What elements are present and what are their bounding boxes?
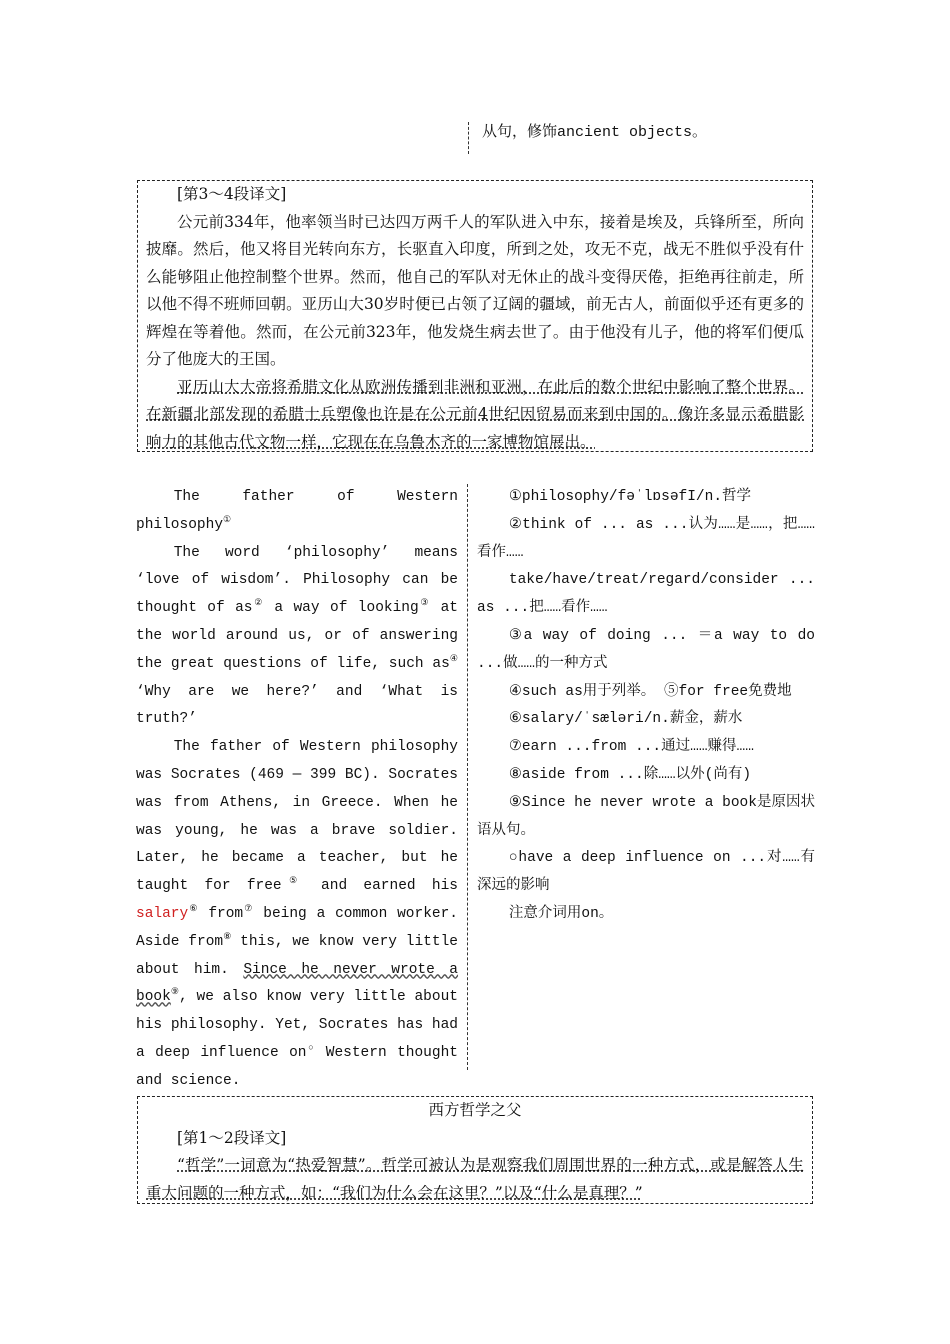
note-item: ①philosophy/fəˈlɒsəfI/n.哲学 (508, 489, 752, 505)
english-text-column (136, 484, 458, 1096)
column-divider (467, 484, 468, 1070)
note-item: ⑨Since he never wrote a book是原因状语从句。 (477, 794, 815, 839)
note-item: 注意介词用on。 (508, 905, 614, 922)
underlined-clause: Since he never wrote a book (136, 961, 459, 1006)
note-item: take/have/treat/regard/consider ... as ...把……看作…… (477, 572, 815, 617)
article-paragraph-1: The word ‘philosophy’ means ‘love of wisdom’. Philosophy can be thought of as② a way of looking③ at the world around us, or of answering the great questions of life, such as④ ‘Why are we here?’ and ‘What is truth?’ (136, 544, 458, 728)
note-item: ⑦earn ...from ...通过……赚得…… (508, 739, 754, 756)
note-item: ③a way of doing ... ＝a way to do ...做……的一种方式 (477, 627, 815, 672)
article-heading: The father of Western philosophy① (136, 489, 458, 533)
translation-paragraph: 亚历山大大帝将希腊文化从欧洲传播到非洲和亚洲，在此后的数个世纪中影响了整个世界。在新疆北部发现的希腊士兵塑像也许是在公元前4世纪因贸易而来到中国的。像许多显示希腊影响力的其他古代文物一样，它现在在乌鲁木齐的一家博物馆展出。 (146, 377, 804, 451)
translation-box-3-4 (137, 180, 813, 452)
translation-label: [第1～2段译文] (177, 1128, 287, 1147)
top-note-text: 从句，修饰ancient objects。 (482, 124, 708, 141)
note-item: ⑥salary/ˈsæləri/n.薪金，薪水 (508, 711, 743, 728)
translation-label: [第3～4段译文] (177, 185, 287, 203)
note-item: ⑧aside from ...除……以外(尚有) (508, 766, 752, 783)
top-note (470, 120, 707, 144)
column-divider-top (468, 122, 469, 154)
highlighted-word-salary: salary (136, 905, 189, 922)
translation-paragraph: “哲学”一词意为“热爱智慧”。哲学可被认为是观察我们周围世界的一种方式，或是解答人生重大问题的一种方式，如：“我们为什么会在这里？”以及“什么是真理？” (146, 1156, 804, 1202)
translation-box-1-2 (137, 1096, 813, 1204)
note-item: ○have a deep influence on ...对……有深远的影响 (477, 850, 815, 895)
article-paragraph-2: The father of Western philosophy was Socrates (469 — 399 BC). Socrates was from Athens, in Greece. When he was young, he was a brave soldier. Later, he became a teacher, but he taught for free⑤ and earned his salary⑥ from⑦ being a common worker. Aside from⑧ this, we know very little about him. Since he never wrote a book⑨, we also know very little about his philosophy. Yet, Socrates has had a deep influence on○ Western thought and science. (136, 739, 459, 1089)
note-item: ②think of ... as ...认为……是……，把……看作…… (477, 516, 815, 561)
note-item: ④such as用于列举。 ⑤for free免费地 (508, 683, 792, 700)
translation-paragraph: 公元前334年，他率领当时已达四万两千人的军队进入中东，接着是埃及，兵锋所至，所向披靡。然后，他又将目光转向东方，长驱直入印度，所到之处，攻无不克，战无不胜似乎没有什么能够阻止他控制整个世界。然而，他自己的军队对无休止的战斗变得厌倦，拒绝再往前走，所以他不得不班师回朝。亚历山大30岁时便已占领了辽阔的疆域，前无古人，前面似乎还有更多的辉煌在等着他。然而，在公元前323年，他发烧生病去世了。由于他没有儿子，他的将军们便瓜分了他庞大的王国。 (146, 212, 804, 368)
translation-title: 西方哲学之父 (428, 1101, 522, 1119)
notes-column (477, 484, 815, 929)
